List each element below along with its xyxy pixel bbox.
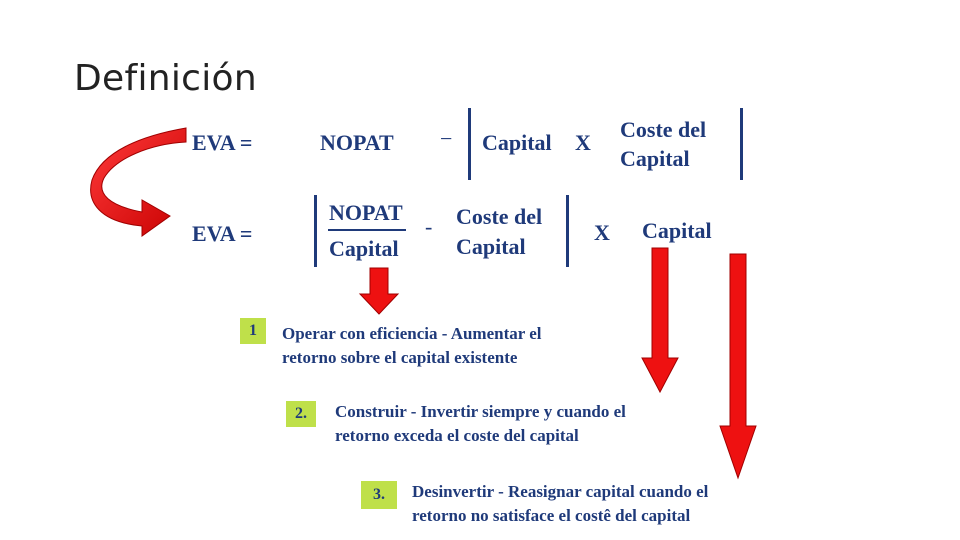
- curved-arrow: [91, 128, 186, 236]
- eq2-minus: -: [425, 214, 433, 239]
- eq1-nopat: NOPAT: [320, 130, 394, 155]
- step-2-line1: Construir - Invertir siempre y cuando el: [335, 402, 626, 421]
- step-2-line2: retorno exceda el coste del capital: [335, 426, 579, 445]
- eq2-cost-line1: Coste del: [456, 204, 543, 229]
- eq2-numerator: NOPAT: [329, 200, 403, 225]
- step-1-badge: 1: [240, 318, 266, 344]
- eq2-cost-line2: Capital: [456, 234, 526, 259]
- step-3-line2: retorno no satisface el costê del capital: [412, 506, 691, 525]
- step-1-line2: retorno sobre el capital existente: [282, 348, 518, 367]
- eq1-minus: −: [440, 126, 453, 151]
- eq1-lhs: EVA =: [192, 130, 253, 155]
- eq1-cost-line2: Capital: [620, 146, 690, 171]
- arrow-down-2: [642, 248, 678, 392]
- eq2-denominator: Capital: [329, 236, 399, 261]
- eq1-cost-line1: Coste del: [620, 117, 707, 142]
- slide-title: Definición: [74, 58, 257, 99]
- eq2-lhs: EVA =: [192, 221, 253, 246]
- eq2-capital: Capital: [642, 218, 712, 243]
- eq1-times: X: [575, 130, 591, 155]
- step-1-line1: Operar con eficiencia - Aumentar el: [282, 324, 542, 343]
- step-3-badge: 3.: [361, 481, 397, 509]
- step-2-badge: 2.: [286, 401, 316, 427]
- eq2-times: X: [594, 220, 610, 245]
- step-3-line1: Desinvertir - Reasignar capital cuando el: [412, 482, 709, 501]
- arrow-down-3: [720, 254, 756, 478]
- eq1-capital: Capital: [482, 130, 552, 155]
- arrow-down-1: [360, 268, 398, 314]
